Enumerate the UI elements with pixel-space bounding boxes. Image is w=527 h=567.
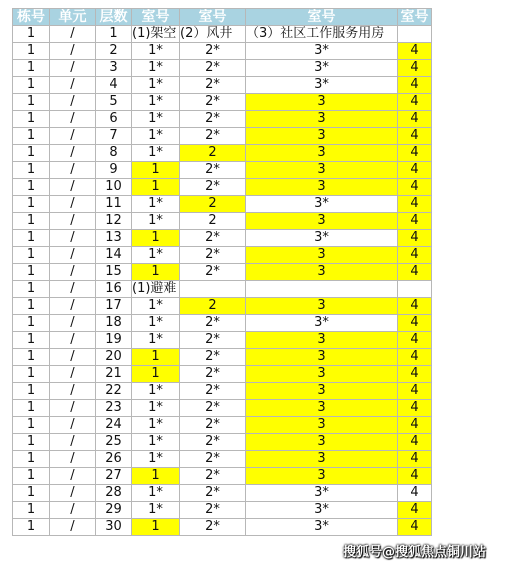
cell-room-3[interactable]: 3 xyxy=(246,298,398,315)
cell-room-2[interactable]: 2* xyxy=(180,162,246,179)
cell-floor[interactable]: 24 xyxy=(96,417,132,434)
table-row xyxy=(13,281,432,298)
cell-building[interactable]: 1 xyxy=(13,43,50,60)
cell-room-1[interactable]: 1* xyxy=(132,77,180,94)
cell-room-1[interactable]: 1* xyxy=(132,502,180,519)
cell-room-1[interactable]: 1 xyxy=(132,264,180,281)
cell-building[interactable]: 1 xyxy=(13,349,50,366)
cell-room-1[interactable]: 1* xyxy=(132,315,180,332)
cell-room-2[interactable]: 2* xyxy=(180,247,246,264)
cell-building[interactable]: 1 xyxy=(13,451,50,468)
cell-unit[interactable]: / xyxy=(50,502,96,519)
cell-room-4[interactable]: 4 xyxy=(398,383,432,400)
cell-room-3[interactable]: 3 xyxy=(246,94,398,111)
header-room-4[interactable]: 室号 xyxy=(398,9,432,26)
cell-room-1[interactable]: 1* xyxy=(132,298,180,315)
cell-unit[interactable]: / xyxy=(50,383,96,400)
cell-room-4[interactable]: 4 xyxy=(398,264,432,281)
cell-room-3[interactable]: 3 xyxy=(246,128,398,145)
cell-building[interactable]: 1 xyxy=(13,77,50,94)
cell-room-1[interactable]: 1* xyxy=(132,451,180,468)
cell-room-3[interactable]: 3 xyxy=(246,417,398,434)
cell-room-1[interactable]: 1 xyxy=(132,468,180,485)
cell-room-2[interactable]: 2* xyxy=(180,94,246,111)
cell-room-1[interactable]: 1* xyxy=(132,145,180,162)
cell-floor[interactable]: 16 xyxy=(96,281,132,298)
cell-building[interactable]: 1 xyxy=(13,162,50,179)
cell-room-1[interactable]: (1)架空 xyxy=(132,26,180,43)
cell-room-4[interactable]: 4 xyxy=(398,230,432,247)
cell-building[interactable]: 1 xyxy=(13,502,50,519)
cell-room-3[interactable]: 3 xyxy=(246,247,398,264)
cell-room-2[interactable] xyxy=(180,281,246,298)
table-row xyxy=(13,485,432,502)
cell-room-4[interactable]: 4 xyxy=(398,332,432,349)
cell-room-4[interactable]: 4 xyxy=(398,468,432,485)
cell-building[interactable]: 1 xyxy=(13,230,50,247)
cell-floor[interactable]: 20 xyxy=(96,349,132,366)
table-row xyxy=(13,128,432,145)
cell-floor[interactable]: 27 xyxy=(96,468,132,485)
table-row xyxy=(13,43,432,60)
cell-room-2[interactable]: 2* xyxy=(180,230,246,247)
cell-room-4[interactable]: 4 xyxy=(398,60,432,77)
cell-building[interactable]: 1 xyxy=(13,26,50,43)
cell-room-2[interactable]: 2* xyxy=(180,417,246,434)
cell-floor[interactable]: 21 xyxy=(96,366,132,383)
cell-room-2[interactable]: 2* xyxy=(180,519,246,536)
cell-floor[interactable]: 2 xyxy=(96,43,132,60)
cell-floor[interactable]: 19 xyxy=(96,332,132,349)
cell-building[interactable]: 1 xyxy=(13,264,50,281)
table-row xyxy=(13,468,432,485)
table-row xyxy=(13,519,432,536)
cell-room-4[interactable] xyxy=(398,26,432,43)
cell-room-4[interactable]: 4 xyxy=(398,247,432,264)
cell-room-4[interactable]: 4 xyxy=(398,451,432,468)
cell-room-4[interactable]: 4 xyxy=(398,77,432,94)
cell-building[interactable]: 1 xyxy=(13,247,50,264)
cell-room-3[interactable]: 3* xyxy=(246,60,398,77)
cell-unit[interactable]: / xyxy=(50,162,96,179)
cell-room-3[interactable]: 3* xyxy=(246,519,398,536)
cell-room-1[interactable]: 1* xyxy=(132,485,180,502)
cell-room-3[interactable]: 3 xyxy=(246,213,398,230)
cell-room-2[interactable]: 2* xyxy=(180,468,246,485)
cell-room-4[interactable]: 4 xyxy=(398,519,432,536)
cell-room-3[interactable]: 3 xyxy=(246,400,398,417)
cell-building[interactable]: 1 xyxy=(13,298,50,315)
header-unit[interactable]: 单元 xyxy=(50,9,96,26)
cell-floor[interactable]: 5 xyxy=(96,94,132,111)
cell-floor[interactable]: 28 xyxy=(96,485,132,502)
table-row xyxy=(13,60,432,77)
cell-floor[interactable]: 3 xyxy=(96,60,132,77)
cell-room-2[interactable]: 2* xyxy=(180,383,246,400)
header-room-3[interactable]: 室号 xyxy=(246,9,398,26)
cell-unit[interactable]: / xyxy=(50,111,96,128)
cell-room-3[interactable]: 3 xyxy=(246,383,398,400)
cell-unit[interactable]: / xyxy=(50,451,96,468)
cell-room-4[interactable] xyxy=(398,281,432,298)
spreadsheet-table xyxy=(12,8,432,536)
cell-unit[interactable]: / xyxy=(50,145,96,162)
cell-room-4[interactable]: 4 xyxy=(398,502,432,519)
cell-building[interactable]: 1 xyxy=(13,468,50,485)
table-row xyxy=(13,434,432,451)
cell-room-4[interactable]: 4 xyxy=(398,417,432,434)
cell-room-3[interactable]: 3 xyxy=(246,179,398,196)
cell-unit[interactable]: / xyxy=(50,315,96,332)
cell-room-4[interactable]: 4 xyxy=(398,298,432,315)
cell-room-2[interactable]: 2* xyxy=(180,315,246,332)
table-row xyxy=(13,400,432,417)
cell-floor[interactable]: 8 xyxy=(96,145,132,162)
cell-room-2[interactable]: (2）风井 xyxy=(180,26,246,43)
cell-room-1[interactable]: (1)避难 xyxy=(132,281,180,298)
table-body xyxy=(13,26,432,536)
cell-unit[interactable]: / xyxy=(50,94,96,111)
cell-room-3[interactable] xyxy=(246,281,398,298)
table-row xyxy=(13,349,432,366)
cell-building[interactable]: 1 xyxy=(13,145,50,162)
cell-floor[interactable]: 18 xyxy=(96,315,132,332)
cell-unit[interactable]: / xyxy=(50,298,96,315)
cell-floor[interactable]: 7 xyxy=(96,128,132,145)
table-row xyxy=(13,502,432,519)
cell-room-1[interactable]: 1* xyxy=(132,196,180,213)
cell-room-3[interactable]: 3 xyxy=(246,349,398,366)
cell-unit[interactable]: / xyxy=(50,264,96,281)
cell-floor[interactable]: 9 xyxy=(96,162,132,179)
cell-building[interactable]: 1 xyxy=(13,60,50,77)
cell-unit[interactable]: / xyxy=(50,26,96,43)
cell-room-1[interactable]: 1* xyxy=(132,247,180,264)
cell-building[interactable]: 1 xyxy=(13,179,50,196)
cell-room-3[interactable]: 3 xyxy=(246,145,398,162)
cell-room-3[interactable]: 3 xyxy=(246,468,398,485)
cell-floor[interactable]: 15 xyxy=(96,264,132,281)
cell-room-2[interactable]: 2 xyxy=(180,298,246,315)
cell-room-4[interactable]: 4 xyxy=(398,94,432,111)
cell-room-1[interactable]: 1 xyxy=(132,349,180,366)
cell-room-2[interactable]: 2 xyxy=(180,196,246,213)
cell-room-2[interactable]: 2* xyxy=(180,451,246,468)
cell-room-4[interactable]: 4 xyxy=(398,111,432,128)
table-row xyxy=(13,366,432,383)
cell-building[interactable]: 1 xyxy=(13,383,50,400)
cell-room-1[interactable]: 1 xyxy=(132,519,180,536)
cell-room-3[interactable]: 3* xyxy=(246,502,398,519)
table-row xyxy=(13,298,432,315)
cell-building[interactable]: 1 xyxy=(13,111,50,128)
cell-room-2[interactable]: 2* xyxy=(180,502,246,519)
table-row xyxy=(13,383,432,400)
cell-floor[interactable]: 23 xyxy=(96,400,132,417)
cell-room-4[interactable]: 4 xyxy=(398,400,432,417)
cell-unit[interactable]: / xyxy=(50,468,96,485)
cell-floor[interactable]: 11 xyxy=(96,196,132,213)
cell-building[interactable]: 1 xyxy=(13,332,50,349)
cell-room-3[interactable]: 3 xyxy=(246,332,398,349)
cell-floor[interactable]: 29 xyxy=(96,502,132,519)
cell-room-2[interactable]: 2* xyxy=(180,332,246,349)
cell-room-2[interactable]: 2* xyxy=(180,349,246,366)
cell-floor[interactable]: 13 xyxy=(96,230,132,247)
cell-unit[interactable]: / xyxy=(50,281,96,298)
cell-room-4[interactable]: 4 xyxy=(398,434,432,451)
table-row xyxy=(13,196,432,213)
cell-unit[interactable]: / xyxy=(50,417,96,434)
cell-room-2[interactable]: 2* xyxy=(180,128,246,145)
cell-floor[interactable]: 17 xyxy=(96,298,132,315)
cell-room-4[interactable]: 4 xyxy=(398,128,432,145)
cell-room-2[interactable]: 2* xyxy=(180,60,246,77)
cell-room-1[interactable]: 1* xyxy=(132,400,180,417)
cell-unit[interactable]: / xyxy=(50,230,96,247)
cell-unit[interactable]: / xyxy=(50,179,96,196)
cell-room-3[interactable]: 3 xyxy=(246,111,398,128)
cell-room-3[interactable]: 3 xyxy=(246,366,398,383)
cell-building[interactable]: 1 xyxy=(13,94,50,111)
table-row xyxy=(13,162,432,179)
cell-room-4[interactable]: 4 xyxy=(398,179,432,196)
cell-room-3[interactable]: 3 xyxy=(246,451,398,468)
table-row xyxy=(13,111,432,128)
cell-unit[interactable]: / xyxy=(50,60,96,77)
cell-room-2[interactable]: 2 xyxy=(180,145,246,162)
cell-unit[interactable]: / xyxy=(50,247,96,264)
cell-floor[interactable]: 12 xyxy=(96,213,132,230)
cell-room-2[interactable]: 2* xyxy=(180,366,246,383)
cell-room-2[interactable]: 2* xyxy=(180,111,246,128)
cell-room-2[interactable]: 2* xyxy=(180,434,246,451)
cell-room-4[interactable]: 4 xyxy=(398,315,432,332)
cell-room-1[interactable]: 1* xyxy=(132,332,180,349)
table-row xyxy=(13,145,432,162)
table-row xyxy=(13,332,432,349)
cell-room-2[interactable]: 2* xyxy=(180,77,246,94)
cell-building[interactable]: 1 xyxy=(13,128,50,145)
cell-floor[interactable]: 6 xyxy=(96,111,132,128)
cell-building[interactable]: 1 xyxy=(13,434,50,451)
cell-room-3[interactable]: 3* xyxy=(246,43,398,60)
cell-building[interactable]: 1 xyxy=(13,485,50,502)
cell-room-2[interactable]: 2* xyxy=(180,400,246,417)
cell-floor[interactable]: 26 xyxy=(96,451,132,468)
cell-unit[interactable]: / xyxy=(50,434,96,451)
cell-room-1[interactable]: 1 xyxy=(132,179,180,196)
header-room-2[interactable]: 室号 xyxy=(180,9,246,26)
header-building[interactable]: 栋号 xyxy=(13,9,50,26)
table-row xyxy=(13,451,432,468)
cell-unit[interactable]: / xyxy=(50,349,96,366)
cell-room-4[interactable]: 4 xyxy=(398,366,432,383)
cell-room-4[interactable]: 4 xyxy=(398,145,432,162)
cell-floor[interactable]: 4 xyxy=(96,77,132,94)
cell-building[interactable]: 1 xyxy=(13,196,50,213)
cell-building[interactable]: 1 xyxy=(13,519,50,536)
cell-room-3[interactable]: 3* xyxy=(246,196,398,213)
header-floor[interactable]: 层数 xyxy=(96,9,132,26)
cell-room-1[interactable]: 1 xyxy=(132,366,180,383)
cell-unit[interactable]: / xyxy=(50,196,96,213)
cell-floor[interactable]: 1 xyxy=(96,26,132,43)
cell-floor[interactable]: 10 xyxy=(96,179,132,196)
watermark-text: 搜狐号@搜狐焦点铜川站 xyxy=(343,545,487,560)
cell-building[interactable]: 1 xyxy=(13,213,50,230)
header-row xyxy=(13,9,432,26)
cell-unit[interactable]: / xyxy=(50,400,96,417)
cell-room-1[interactable]: 1 xyxy=(132,230,180,247)
cell-room-2[interactable]: 2* xyxy=(180,264,246,281)
cell-floor[interactable]: 25 xyxy=(96,434,132,451)
cell-room-1[interactable]: 1 xyxy=(132,162,180,179)
cell-unit[interactable]: / xyxy=(50,519,96,536)
cell-unit[interactable]: / xyxy=(50,332,96,349)
cell-room-4[interactable]: 4 xyxy=(398,485,432,502)
cell-room-3[interactable]: 3* xyxy=(246,77,398,94)
cell-room-1[interactable]: 1* xyxy=(132,383,180,400)
cell-room-4[interactable]: 4 xyxy=(398,196,432,213)
cell-floor[interactable]: 22 xyxy=(96,383,132,400)
cell-floor[interactable]: 30 xyxy=(96,519,132,536)
cell-room-4[interactable]: 4 xyxy=(398,43,432,60)
table-row xyxy=(13,213,432,230)
cell-room-1[interactable]: 1* xyxy=(132,128,180,145)
cell-unit[interactable]: / xyxy=(50,77,96,94)
cell-building[interactable]: 1 xyxy=(13,417,50,434)
cell-room-2[interactable]: 2* xyxy=(180,179,246,196)
header-room-1[interactable]: 室号 xyxy=(132,9,180,26)
cell-room-1[interactable]: 1* xyxy=(132,434,180,451)
cell-room-3[interactable]: （3）社区工作服务用房 xyxy=(246,26,398,43)
cell-unit[interactable]: / xyxy=(50,213,96,230)
cell-unit[interactable]: / xyxy=(50,128,96,145)
cell-room-2[interactable]: 2 xyxy=(180,213,246,230)
cell-room-1[interactable]: 1* xyxy=(132,94,180,111)
cell-room-3[interactable]: 3* xyxy=(246,230,398,247)
cell-room-1[interactable]: 1* xyxy=(132,417,180,434)
table-row xyxy=(13,247,432,264)
cell-room-1[interactable]: 1* xyxy=(132,60,180,77)
table-row xyxy=(13,315,432,332)
cell-building[interactable]: 1 xyxy=(13,281,50,298)
cell-room-3[interactable]: 3 xyxy=(246,264,398,281)
table-row xyxy=(13,26,432,43)
cell-building[interactable]: 1 xyxy=(13,366,50,383)
cell-room-4[interactable]: 4 xyxy=(398,162,432,179)
cell-room-1[interactable]: 1* xyxy=(132,43,180,60)
cell-floor[interactable]: 14 xyxy=(96,247,132,264)
table-row xyxy=(13,264,432,281)
cell-unit[interactable]: / xyxy=(50,485,96,502)
cell-room-3[interactable]: 3 xyxy=(246,434,398,451)
cell-room-3[interactable]: 3 xyxy=(246,162,398,179)
cell-room-1[interactable]: 1* xyxy=(132,213,180,230)
cell-room-2[interactable]: 2* xyxy=(180,43,246,60)
cell-room-3[interactable]: 3* xyxy=(246,315,398,332)
cell-unit[interactable]: / xyxy=(50,43,96,60)
cell-room-3[interactable]: 3* xyxy=(246,485,398,502)
cell-room-4[interactable]: 4 xyxy=(398,213,432,230)
cell-building[interactable]: 1 xyxy=(13,400,50,417)
table-row xyxy=(13,179,432,196)
cell-building[interactable]: 1 xyxy=(13,315,50,332)
table-row xyxy=(13,77,432,94)
table-row xyxy=(13,94,432,111)
cell-room-4[interactable]: 4 xyxy=(398,349,432,366)
cell-room-1[interactable]: 1* xyxy=(132,111,180,128)
cell-room-2[interactable]: 2* xyxy=(180,485,246,502)
table-row xyxy=(13,417,432,434)
cell-unit[interactable]: / xyxy=(50,366,96,383)
table-row xyxy=(13,230,432,247)
